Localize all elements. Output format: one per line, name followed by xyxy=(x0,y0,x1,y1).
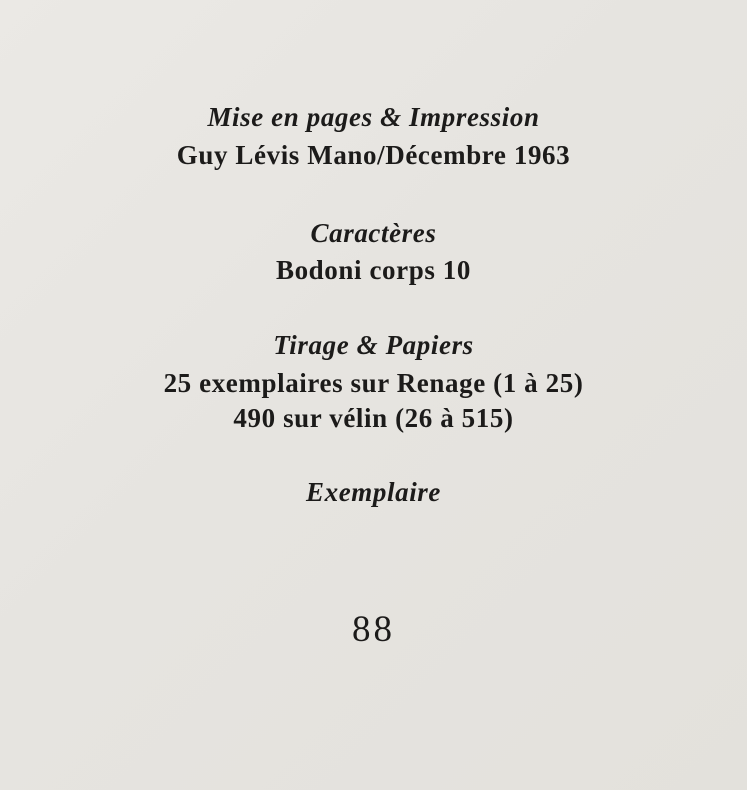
typeface-heading: Caractères xyxy=(310,218,437,248)
print-run-heading: Tirage & Papiers xyxy=(273,330,474,360)
layout-heading: Mise en pages & Impression xyxy=(207,102,540,132)
layout-credit: Guy Lévis Mano/Décembre 1963 xyxy=(176,140,571,170)
copy-number: 88 xyxy=(352,609,395,650)
print-run-line-2: 490 sur vélin (26 à 515) xyxy=(233,403,514,433)
print-run-line-1: 25 exemplaires sur Renage (1 à 25) xyxy=(163,368,584,398)
typeface-value: Bodoni corps 10 xyxy=(275,255,472,285)
copy-heading: Exemplaire xyxy=(306,477,441,507)
